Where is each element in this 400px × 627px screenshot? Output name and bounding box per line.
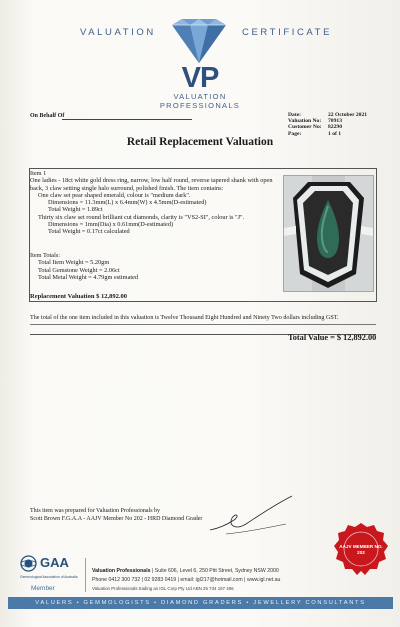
- meta-key: Customer No:: [288, 124, 322, 131]
- footer-address-line: | Suite 606, Level 6, 250 Pitt Street, Sydney NSW 2000: [151, 568, 279, 574]
- footer-company: Valuation Professionals: [92, 568, 151, 574]
- footer-band: VALUERS • GEMMOLOGISTS • DIAMOND GRADERS • JEWELLERY CONSULTANTS: [8, 597, 393, 609]
- stone1-text: One claw set pear shaped emerald, colour is "medium dark".: [38, 191, 191, 199]
- on-behalf-label: On Behalf Of: [30, 113, 65, 119]
- brand-name: [0, 92, 400, 110]
- brand-line2: PROFESSIONALS: [159, 101, 241, 110]
- footer-trading: Valuation Professionals trading as IGL Corp Pty Ltd ABN 25 734 197 486: [92, 586, 234, 591]
- metal-weight: Total Metal Weight = 4.79gm estimated: [38, 273, 139, 281]
- summary-text: The total of the one item included in this valuation is Twelve Thousand Eight Hundred and Ninety Two dollars including GST.: [30, 315, 339, 321]
- gaa-full-name: Gemmological Association of Australia: [20, 575, 78, 579]
- diamond-icon: [166, 19, 232, 63]
- footer-contact: Phone 0412 300 732 | 02 9283 0419 | email: igl217@hotmail.com | www.igl.net.au: [92, 577, 281, 584]
- totals-heading: Item Totals:: [30, 252, 61, 259]
- gaa-globe-icon: [20, 555, 37, 572]
- item-description: [30, 170, 280, 236]
- on-behalf-line: [62, 119, 192, 120]
- brand-line1: VALUATION: [173, 92, 227, 101]
- meta-key: Date:: [288, 112, 302, 118]
- header-word-left: VALUATION: [80, 27, 156, 38]
- total-value: Total Value = $ 12,892.00: [288, 333, 377, 342]
- stone1-dimensions: Dimensions = 11.3mm(L) x 6.4mm(W) x 4.5mm(D-estimated): [48, 199, 207, 207]
- seal-text: [334, 544, 388, 556]
- seal-line1: AAJV MEMBER NO.: [339, 544, 383, 549]
- footer-address: [92, 567, 280, 586]
- prepared-line1: This item was prepared for Valuation Professionals by: [30, 508, 161, 514]
- divider: [85, 558, 86, 592]
- stone2-dimensions: Dimensions = 1mm(Dia) x 0.61mm(D-estimated): [48, 221, 174, 229]
- meta-value: 70913: [328, 118, 342, 125]
- meta-block: [288, 112, 367, 137]
- stone2-text: Thirty six claw set round brilliant cut diamonds, clarity is "VS2-SI", colour is "J".: [38, 213, 245, 221]
- item-text: One ladies - 18ct white gold dress ring, narrow, low half round, reverse tapered shank with open back, 3 claw setting single halo surround, polished finish. The item contains:: [30, 177, 273, 192]
- document-title: Retail Replacement Valuation: [126, 136, 274, 148]
- header-word-right: CERTIFICATE: [242, 27, 333, 38]
- replacement-valuation: Replacement Valuation $ 12,892.00: [30, 293, 127, 300]
- gaa-member: Member: [31, 585, 55, 592]
- ring-photo: [283, 175, 374, 292]
- meta-value: 22 October 2021: [328, 112, 368, 118]
- signature: [206, 494, 296, 536]
- meta-key: Page:: [288, 130, 302, 137]
- meta-value: 82290: [328, 124, 342, 131]
- gaa-logo-text: GAA: [40, 555, 69, 570]
- seal-line2: 202: [357, 550, 365, 555]
- gem-weight: Total Gemstone Weight = 2.06ct: [38, 266, 120, 274]
- meta-value: 1 of 1: [328, 130, 342, 137]
- meta-key: Valuation No:: [288, 118, 322, 125]
- stone1-weight: Total Weight = 1.89ct: [48, 206, 103, 214]
- divider: [30, 324, 376, 325]
- item-heading: Item 1: [30, 170, 47, 177]
- item-weight: Total Item Weight = 5.20gm: [38, 259, 110, 267]
- prepared-line2: Scott Brown F.G.A.A - AAJV Member No 202 - HRD Diamond Grader: [30, 515, 203, 522]
- stone2-weight: Total Weight = 0.17ct calculated: [48, 228, 130, 236]
- item-totals: [30, 252, 138, 281]
- prepared-by: [30, 508, 202, 523]
- brand-initials: VP: [181, 62, 219, 94]
